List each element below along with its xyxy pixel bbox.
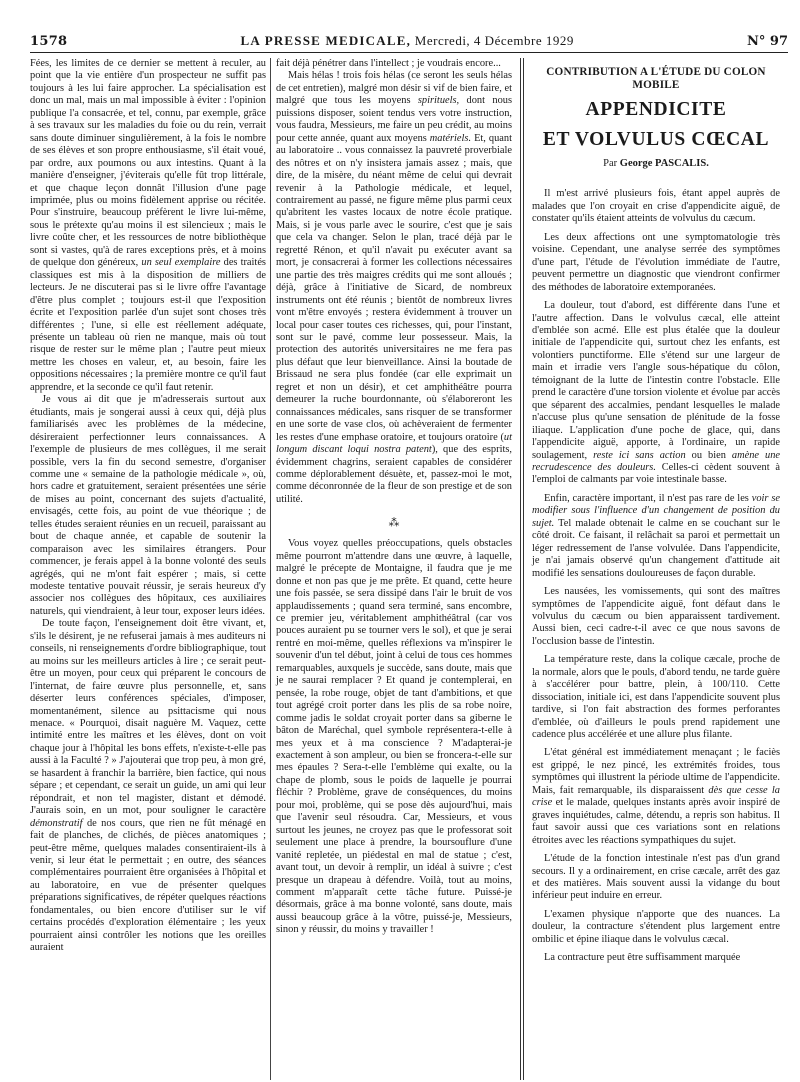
text-run-italic: ut longum discant loqui nostra patent (276, 431, 512, 456)
text-run: L'état général est immédiatement menaçant ; le faciès est grippé, le nez pincé, les extrémités froides, tous symptômes qui illustrent la période ultime de l'appendicite. Mais, fait remarquable, ils disparaissent (532, 747, 780, 796)
column-rule-left (270, 58, 271, 1080)
byline-prefix: Par (603, 158, 618, 169)
author-name: George PASCALIS. (619, 158, 709, 169)
text-run-italic: matériels. (429, 132, 472, 144)
article-title-line-1: APPENDICITE (585, 99, 727, 120)
paragraph: La température reste, dans la colique cæcale, proche de la normale, alors que le pouls, d'abord tendu, ne tarde guère à s'accélérer pour battre, plein, à 100/110. Cette dissociation, initiale ici, est dans l'appendicite souvent plus tardive, si l'on fait abstraction des formes perforantes d'emblée, où d'ailleurs le pouls prend rapidement une cadence plus accélérée et une allure plus filante. (532, 654, 780, 741)
article-heading (532, 66, 780, 170)
text-run: Fées, les limites de ce dernier se mettent à reculer, au point que la vie entière d'un prospecteur ne suffit pas toujours à les lui faire approcher. La spécialisation est donc un mal, mais un mal impossible à éviter : l'opinion publique l'a consacrée, et tel, connu, par exemple, grâce à ses travaux sur les maladies du foie ou du rein, verrait sans doute diminuer singulièrement, à la fois le nombre de ses élèves et son propre enthousiasme, s'il était voué, par ordre, aux poumons ou aux intestins. Quant à la manière d'enseigner, j'éviterais qu'elle fût trop littérale, et que chaque leçon donnât l'illusion d'une page imprimée, plus ou moins fidèlement apprise ou récitée. Pour s'instruire, beaucoup préfèrent le livre lui-même, sous le prétexte qu'au moins il est silencieux ; mais le livre coûte cher, et les ressources de notre bibliothèque sont si vastes, qu'à de rares exceptions près, et à moins de quelque don généreux, (30, 58, 266, 269)
text-run-italic: démonstratif (30, 817, 83, 829)
journal-title (241, 33, 574, 49)
page-number: 1578 (30, 33, 68, 49)
paragraph: L'étude de la fonction intestinale n'est pas d'un grand secours. Il y a ordinairement, en crise cæcale, arrêt des gaz et des matières. Mais souvent aussi la vidange du bout inférieur peut induire en erreur. (532, 853, 780, 902)
text-run: De toute façon, l'enseignement doit être vivant, et, s'ils le désirent, je ne refuserai jamais à mes auditeurs ni conseils, ni renseignements d'ordre bibliographique, tout au moins sur les meilleurs articles à lire ; ce serait peut-être un moyen, pour ceux qui préparent le concours de l'internat, de faire œuvre plus personnelle, et, sans déserter leurs conférences spéciales, d'imposer, momentanément, silence au psittacisme qui nous menace. « Pourquoi, disait naguère M. Vaquez, cette intimité entre les maîtres et les élèves, dont on voit chaque jour à l'hôpital les bons effets, n'existe-t-elle pas aussi à la Faculté ? » J'ajouterai que trop peu, à mon gré, se hasardent à franchir la barrière, bien factice, qui nous sépare ; et cependant, ce serait un guide, un ami qui leur répondrait, et non tel magister, distant et démodé. J'aurais soin, en un mot, pour souligner le caractère (30, 618, 266, 817)
text-run-italic: reste ici sans action (593, 449, 686, 461)
text-run-italic: spirituels, (417, 95, 460, 107)
text-run-italic: voir se modifier sous l'influence d'un changement de position du sujet. (532, 492, 780, 529)
text-run: Mais hélas ! trois fois hélas (ce seront les seuls hélas de cet entretien), malgré mon désir si vif de bien faire, et malgré que tous les moyens (276, 70, 512, 107)
text-run: Et, quant au laboratoire .. vous connaissez la pauvreté proverbiale des nôtres et on n'y insistera jamais assez ; mais, que dire, de la misère, du néant même de celui qui devrait revenir à la Pathologie médicale, et lequel, contrairement au passé, ne figure même plus parmi ceux qu'abritent les vastes locaux de notre école pratique. Mais, si je vous parle avec le sourire, c'est que je sais que cela va changer. Selon le plan, tracé déjà par le regretté Rénon, et qu'il n'avait pu exécuter avant sa mort, je consacrerai à former les collections nécessaires une partie des très maigres crédits qui me sont alloués ; déjà, grâce à l'initiative de Sicard, de nombreux instruments ont été réunis ; bientôt de nombreux livres vont m'être envoyés ; restera évidemment à trouver un local pour caser toutes ces richesses, qui, pour l'instant, sont sur le pavé, comme leur possesseur. Mais, la protection des autorités universitaires ne me fera pas plus défaut que leur bienveillance. Ainsi la boutade de Brissaud ne sera plus fondée (car elle exprimait un regret et non un désir), et cet amphithéâtre pourra demeurer la ruche bourdonnante, où s'élaboreront les connaissances médicales, sans risquer de se transformer en une sorte de vase clos, où achèveraient de fermenter les restes d'une emphase oratoire, et toujours oratoire ( (276, 132, 512, 443)
paragraph (532, 747, 780, 847)
column-3 (532, 58, 780, 965)
issue-date: Mercredi, 4 Décembre 1929 (414, 33, 574, 48)
paragraph: La contracture peut être suffisamment marquée (544, 952, 741, 964)
column-rule-right-inner (523, 58, 524, 1080)
text-run: La douleur, tout d'abord, est différente dans l'une et l'autre affection. Dans le volvulus cæcal, elle atteint d'emblée son acmé. Elle est plus étalée que la douleur initiale de l'appendicite qui, surtout chez les enfants, est volontiers punctiforme. Elle s'étend sur une largeur de main et irradie vers l'angle sous-hépatique du côlon, témoignant de la lutte de l'intestin contre l'obstacle. Elle prend le caractère d'une torsion violente et évolue par accès que séparent des accalmies, pendant lesquelles le malade n'accuse plus qu'une sensation de plénitude de la fosse iliaque. L'application d'une poche de glace, qui, dans l'appendicite aiguë, apporte, à l'ordinaire, un rapide soulagement, (532, 300, 780, 461)
text-run: des traités classiques est mis à la disposition de milliers de lecteurs. Je ne discuterai pas si le livre offre l'avantage d'être plus complet ; toujours est-il que l'exposition écrite et l'exposition parlée d'un sujet sont choses très différentes ; l'une, si elle est réellement adéquate, présente un tableau où rien ne manque, mais où tout risque de rester sur le même plan ; l'autre peut mieux mettre les choses en valeur, et, au besoin, faire les oppositions nécessaires ; la première montre ce qu'il faut apprendre, et la seconde ce qu'il faut retenir. (30, 257, 266, 393)
text-run: dont nous puissions disposer, soient tendus vers votre instruction, vous faudra, Messieurs, me faire un peu crédit, au moins pour cette année, quant aux moyens (276, 95, 512, 144)
text-run: Celles-ci cèdent souvent à l'emploi de calmants par voie intestinale basse. (532, 461, 780, 486)
text-run: et le malade, quelques instants après avoir inspiré de graves inquiétudes, calme, détendu, a repris son habitus. Il faut savoir aussi que ces variations sont en relations étroites avec les réactions sympathiques du sujet. (532, 797, 780, 846)
paragraph (276, 70, 512, 506)
article-kicker: CONTRIBUTION A L'ÉTUDE DU COLON MOBILE (546, 66, 766, 91)
paragraph (30, 58, 266, 394)
paragraph: fait déjà pénétrer dans l'intellect ; je voudrais encore... (276, 58, 501, 69)
column-rule-right (520, 58, 521, 1080)
paragraph: L'examen physique n'apporte que des nuances. La douleur, la contracture s'étendent plus largement entre ombilic et épine iliaque dans le volvulus cæcal. (532, 908, 780, 945)
paragraph: Vous voyez quelles préoccupations, quels obstacles même pourront m'attendre dans une œuvre, à laquelle, malgré le précepte de Montaigne, il faudra que je me donne et non pas que je me prête. Et quand, cette heure une fois passée, se sera dissipé dans l'air le bruit de vos applaudissements ; quand sera terminé, sans encombre, ce premier jeu, véritablement amphithéâtral (car vos pouces auraient pu se tourner vers le sol), et que je serai rentré en moi-même, quelles réflexions va m'inspirer le souvenir d'un tel début, joint à celui de tous ces hommes remarquables, auxquels je succède, sans doute, mais que je ne saurai remplacer ? Et quand je contemplerai, en pensée, la robe rouge, objet de tant d'ambitions, et que tout agrégé croit porter dans les plis de sa robe noire, comme jadis le soldat croyait porter dans sa giberne le bâton de Maréchal, quel symbole représentera-t-elle à mes yeux et à ma conscience ? M'adapterai-je exactement à son ampleur, ou bien se froncera-t-elle sur mes épaules ? Sera-t-elle l'emblème qui exalte, ou la chape de plomb, sous le poids de laquelle je pourrai fléchir ? Problème, grave de conséquences, du moins pour moi, problème, qui se pose dès aujourd'hui, mais que l'avenir seul résoudra. Car, Messieurs, et vous surtout les jeunes, ne croyez pas que le professorat soit seulement une place à prendre, la boursouflure d'une vanité repletée, un piédestal en mal de statue ; c'est, avant tout, un devoir à remplir, un idéal à suivre ; c'est presque un drapeau à défendre. Voilà, tout au moins, comment m'apparaît cette tâche future. Puissé-je désormais, grâce à ma bonne volonté, sans doute, mais aussi beaucoup grâce à la vôtre, puissé-je, Messieurs, sinon y réussir, du moins y travailler ! (276, 538, 512, 936)
paragraph: Les nausées, les vomissements, qui sont des maîtres symptômes de l'appendicite aiguë, font défaut dans le volvulus du cæcum ou bien apparaissent tardivement. Aussi bien, ceci cadre-t-il avec ce que nous savons de l'occlusion basse de l'intestin. (532, 586, 780, 647)
text-run-italic: dès que cesse la crise (532, 784, 780, 809)
issue-number: N° 97 (746, 33, 788, 49)
text-run: Tel malade obtenait le calme en se couchant sur le côté droit. Ce faisant, il relâchait sa paroi et permettait un léger redressement de l'anse volvulée. Dans l'appendicite, je n'ai jamais observé qu'un changement d'attitude ait modifié les sensations douloureuses de façon durable. (532, 517, 780, 579)
paragraph: Il m'est arrivé plusieurs fois, étant appel auprès de malades que l'on croyait en crise d'appendicite aiguë, de constater qu'ils étaient atteints de volvulus du cæcum. (532, 188, 780, 225)
article-byline (532, 158, 780, 170)
text-run: ou bien (691, 449, 726, 461)
paragraph: Je vous ai dit que je m'adresserais surtout aux étudiants, mais je songerai aussi à ceux qui, déjà plus familiarisés avec les problèmes de la médecine, désireraient perfectionner leurs connaissances. A l'exemple de plusieurs de mes collègues, il me serait possible, vers la fin du second semestre, d'organiser comme une « semaine de la pathologie médicale », où, hors cadre et gratuitement, seraient présentées une série de mises au point, concernant des sujets d'actualité, envisagés, cette fois, au point de vue théorique ; de telles études seraient réunies en un recueil, paraissant au bout de chaque année, et capable de soutenir la comparaison avec les similaires étrangers. Pour commencer, je ferais appel à la bonne volonté des seuls agrégés, qui ne m'ont fait espérer ; mais, si cette modeste tentative pouvait réussir, je serais heureux d'y associer nos collègues des hôpitaux, ces auxiliaires naturels, qui viendraient, à leur tour, exposer leurs idées. (30, 394, 266, 617)
column-1 (30, 58, 266, 955)
running-header (30, 30, 788, 53)
article-title-line-2: ET VOLVULUS CŒCAL (542, 129, 770, 150)
journal-name: LA PRESSE MEDICALE, (240, 33, 412, 48)
text-run: ), que des esprits, évidemment chagrins, seraient capables de considérer comme déplorablement désuète, et, passez-moi le mot, comme déconronnée de la fleur de son prestige et de son utilité. (276, 444, 512, 505)
text-run-italic: amène une recrudescence des douleurs. (532, 449, 780, 473)
text-run: de nos cours, que rien ne fût ménagé en fait de planches, de clichés, de pièces anatomiques ; peut-être même, quelques malades consentiraient-ils à venir, si leur état le permettait ; en outre, des séances complémentaires pourraient être organisées à l'hôpital et au laboratoire, en vue de présenter quelques préparations significatives, de répéter quelques réactions fondamentales, ou bien encore d'utiliser sur le vif certains procédés d'exploration élémentaire ; les yeux pourraient ainsi contrôler les notions que les oreilles auraient (30, 817, 266, 954)
text-run-italic: un seul exemplaire (141, 257, 221, 269)
section-separator: ⁂ (388, 517, 400, 530)
paragraph (532, 493, 780, 580)
column-2 (276, 58, 512, 937)
paragraph: Les deux affections ont une symptomatologie très voisine. Cependant, une analyse serrée des symptômes d'une part, l'étude de l'évolution immédiate de l'autre, peuvent permettre un diagnostic que viendront confirmer des méthodes de laboratoire extemporanées. (532, 231, 780, 293)
paragraph (532, 300, 780, 487)
paragraph (30, 618, 266, 954)
text-run: Enfin, caractère important, il n'est pas rare de les (544, 492, 749, 504)
